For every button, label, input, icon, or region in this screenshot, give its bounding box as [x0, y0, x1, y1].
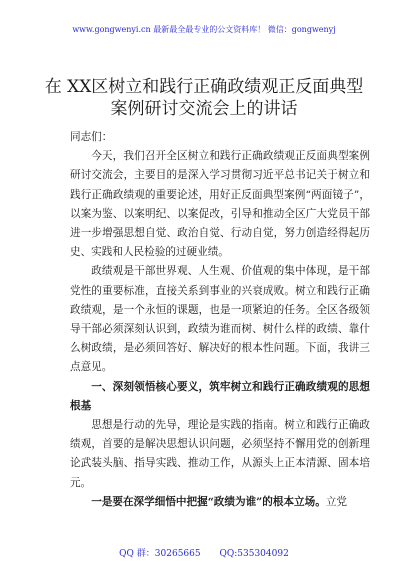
paragraph-section-1: 思想是行动的先导，理论是实践的指南。树立和践行正确政绩观，首要的是解决思想认识问题，必须坚持不懈用党的创新理论武装头脑、指导实践、推动工作，从源头上正本清源、固本培元。	[70, 419, 370, 489]
point-1-bold: 一是要在深学细悟中把握“政绩为谁”的根本立场。	[91, 495, 326, 508]
document-title	[36, 76, 372, 120]
document-body	[70, 128, 370, 512]
paragraph-importance: 政绩观是干部世界观、人生观、价值观的集中体现，是干部党性的重要标准，直接关系到事业的兴衰成败。树立和践行正确政绩观，是一个永恒的课题，也是一项紧迫的任务。全区各级领导干部必须深刻认识到，政绩为谁而树、树什么样的政绩、靠什么树政绩，是必须回答好、解决好的根本性问题。下面，我讲三点意见。	[70, 265, 370, 374]
paragraph-intro: 今天，我们召开全区树立和践行正确政绩观正反面典型案例研讨交流会，主要目的是深入学习贯彻习近平总书记关于树立和践行正确政绩观的重要论述，用好正反面典型案例“两面镜子”，以案为鉴、以案明纪、以案促改，引导和推动全区广大党员干部进一步增强思想自觉、政治自觉、行动自觉，努力创造经得起历史、实践和人民检验的过硬业绩。	[70, 150, 370, 259]
footer-qq-group: QQ 群：30265665	[119, 549, 201, 559]
title-line-2: 案例研讨交流会上的讲话	[110, 99, 298, 119]
title-line-1: 在 XX区树立和践行正确政绩观正反面典型	[44, 77, 364, 97]
section-heading-1: 一、深刻领悟核心要义，筑牢树立和践行正确政绩观的思想根基	[70, 380, 370, 412]
footer-contact	[0, 546, 408, 559]
footer-qq: QQ:535304092	[219, 549, 289, 559]
header-banner: www.gongwenyi.cn 最新最全最专业的公文资料库！ 微信：gongwenyj	[72, 25, 336, 34]
greeting: 同志们：	[70, 131, 113, 143]
point-1-rest: 立党	[325, 495, 348, 508]
point-1	[70, 493, 370, 512]
